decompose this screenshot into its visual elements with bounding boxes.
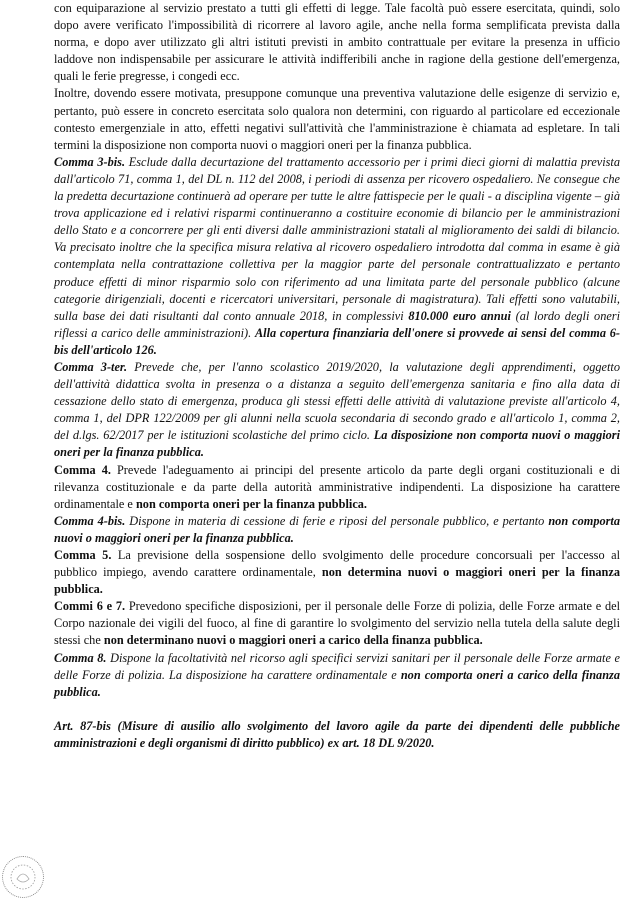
paragraph-commi-6-7 [54,598,620,649]
paragraph-comma-4 [54,462,620,513]
seal-stamp [2,856,44,898]
paragraph-comma-3-ter [54,359,620,462]
comma-heading: Commi 6 e 7. [54,599,126,614]
comma-text: Dispone la facoltatività nel ricorso agli specifici servizi sanitari per il personale delle Forze armate e delle Forze di polizia. La disposizione ha carattere ordinamentale e [54,650,620,682]
paragraph-lavoro-agile [54,0,620,85]
comma-bold-text: non determina nuovi o maggiori oneri per la finanza pubblica. [54,565,621,597]
seal-icon [3,857,43,897]
comma-text: Dispone in materia di cessione di ferie e riposi del personale pubblico, e pertanto [125,513,549,528]
paragraph-motivazione [54,85,620,153]
article-title: Art. 87-bis (Misure di ausilio allo svolgimento del lavoro agile da parte dei dipendenti delle pubbliche amministrazioni e degli organismi di diritto pubblico) ex art. 18 DL 9/2020. [54,718,620,750]
paragraph-spacer [54,701,620,718]
comma-heading: Comma 4. [54,462,111,477]
paragraph-comma-3-bis [54,154,620,359]
comma-amount: 810.000 euro annui [408,308,511,323]
document-body [54,0,620,752]
comma-bold-text: non determinano nuovi o maggiori oneri a carico della finanza pubblica. [103,633,483,648]
comma-heading: Comma 3-bis. [54,154,126,169]
comma-text: La previsione della sospensione dello svolgimento delle procedure concorsuali per l'accesso al pubblico impiego, avendo carattere ordinamentale, [54,548,620,580]
paragraph-comma-8 [54,650,620,701]
comma-text: Prevede che, per l'anno scolastico 2019/2020, la valutazione degli apprendimenti, oggetto dell'attività didattica svolta in presenza o a distanza a seguito dell'emergenza sanitaria e fino alla data di cessazione dello stato di emergenza, produca gli stessi effetti delle attività di valutazione previste all'articolo 4, comma 1, del DPR 122/2009 per gli alunni nella scuola secondaria di secondo grado e all'articolo 1, comma 2, del d.lgs. 62/2017 per le istituzioni scolastiche del primo ciclo. [54,359,620,443]
comma-heading: Comma 4-bis. [54,513,126,528]
comma-heading: Comma 3-ter. [54,359,128,374]
comma-bold-text: non comporta oneri per la finanza pubblica. [135,496,367,511]
paragraph-text: con equiparazione al servizio prestato a tutti gli effetti di legge. Tale facoltà può essere esercitata, quindi, solo dopo avere verificato l'impossibilità di ricorrere al lavoro agile, anche nella forma semplificata prevista dalla norma, e dopo aver utilizzato gli altri istituti previsti in ambito contrattuale per evitare la presenza in ufficio laddove non indispensabile per assicurare le attività indifferibili anche in ragione della gestione dell'emergenza, quali le ferie pregresse, i congedi ecc. [54,1,620,84]
comma-heading: Comma 5. [54,548,112,562]
comma-text: Esclude dalla decurtazione del trattamento accessorio per i primi dieci giorni di malattia prevista dall'articolo 71, comma 1, del DL n. 112 del 2008, i periodi di assenza per ricovero ospedaliero. Ne consegue che la predetta decurtazione continuerà ad operare per tutte le altre fattispecie per le quali - a disciplina vigente – già trova applicazione ed i relativi risparmi continueranno a costituire economie di bilancio per le amministrazioni dello Stato e a concorrere per gli enti diversi dalle amministrazioni statali al miglioramento dei saldi di bilancio. Va precisato inoltre che la specifica misura relativa al ricovero ospedaliero introdotta dal comma in esame è già contemplata nella contrattazione collettiva per la maggior parte del personale contrattualizzato e pertanto produce effetti di minor risparmio solo con riferimento ad una limitata parte del personale pubblico (alcune categorie dirigenziali, docenti e ricercatori universitari, personale di magistratura). Tali effetti sono valutabili, sulla base dei dati risultanti dal conto annuale 2018, in complessivi [54,154,620,323]
comma-bold-text: Alla copertura finanziaria dell'onere si provvede ai sensi del comma 6-bis dell'articolo 126. [54,325,620,357]
comma-bold-text: non comporta nuovi o maggiori oneri per la finanza pubblica. [54,513,620,545]
comma-text: Prevede l'adeguamento ai principi del presente articolo da parte degli organi costituzionali e di rilevanza costituzionale e da parte della autorità amministrative indipendenti. La disposizione ha carattere ordinamentale e [54,462,620,511]
comma-heading: Comma 8. [54,650,107,665]
paragraph-comma-5 [54,547,620,598]
article-heading [54,718,620,752]
comma-text: Prevedono specifiche disposizioni, per il personale delle Forze di polizia, delle Forze armate e del Corpo nazionale dei vigili del fuoco, al fine di garantire lo svolgimento del servizio nella tutela della salute degli stessi che [54,599,620,648]
paragraph-comma-4-bis [54,513,620,547]
comma-bold-text: non comporta oneri a carico della finanza pubblica. [54,667,620,699]
comma-bold-text: La disposizione non comporta nuovi o maggiori oneri per la finanza pubblica. [54,428,621,460]
comma-text: (al lordo degli oneri riflessi a carico delle amministrazioni). [54,308,621,340]
paragraph-text: Inoltre, dovendo essere motivata, presuppone comunque una preventiva valutazione delle esigenze di servizio e, pertanto, può essere in concreto esercitata solo qualora non determini, con riguardo al particolare ed eccezionale contesto emergenziale in atto, effetti negativi sull'attività che l'amministrazione è chiamata ad espletare. In tali termini la disposizione non comporta nuovi o maggiori oneri per la finanza pubblica. [54,86,620,152]
